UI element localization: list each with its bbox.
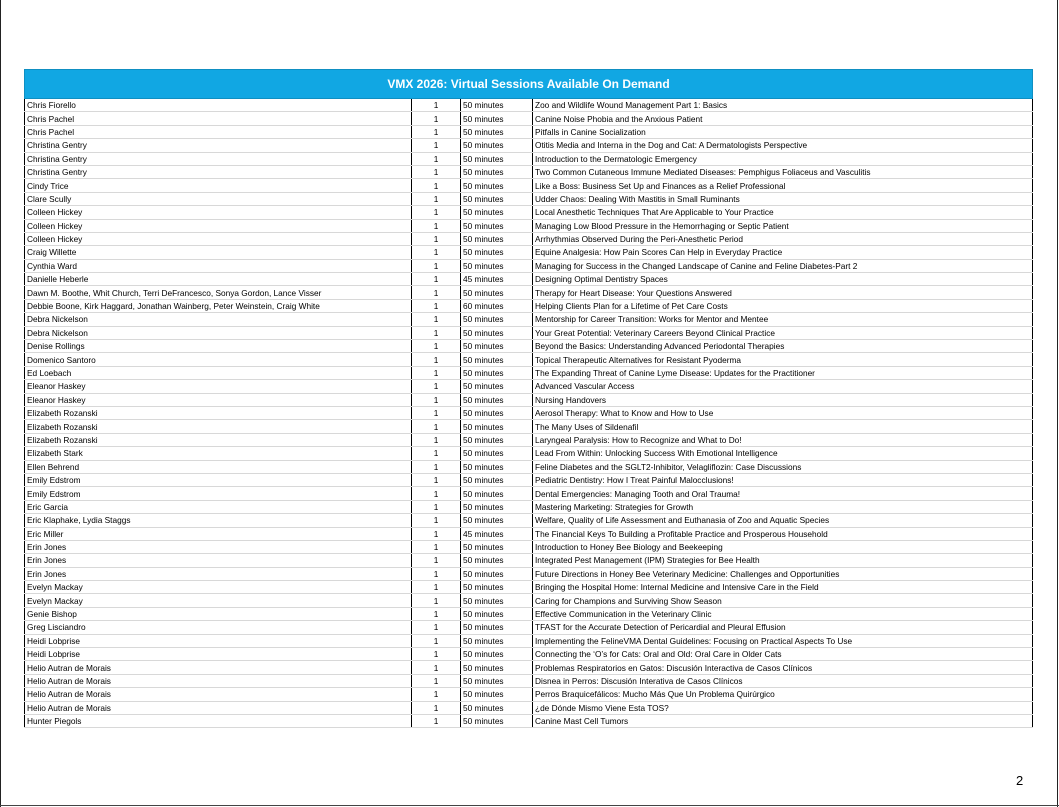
session-title-cell: Pitfalls in Canine Socialization [533,125,1033,138]
table-row [25,661,1033,674]
session-count-cell: 1 [412,500,461,513]
session-title-cell: Helping Clients Plan for a Lifetime of Pet Care Costs [533,299,1033,312]
table-row [25,500,1033,513]
duration-cell: 50 minutes [461,500,533,513]
session-count-cell: 1 [412,380,461,393]
session-count-cell: 1 [412,714,461,727]
table-row [25,487,1033,500]
duration-cell: 50 minutes [461,340,533,353]
speaker-cell: Christina Gentry [25,139,412,152]
duration-cell: 50 minutes [461,701,533,714]
session-count-cell: 1 [412,487,461,500]
session-title-cell: Connecting the ‘O’s for Cats: Oral and Old: Oral Care in Older Cats [533,648,1033,661]
table-row [25,688,1033,701]
session-title-cell: Advanced Vascular Access [533,380,1033,393]
duration-cell: 50 minutes [461,393,533,406]
speaker-cell: Genie Bishop [25,607,412,620]
session-title-cell: Nursing Handovers [533,393,1033,406]
session-count-cell: 1 [412,554,461,567]
duration-cell: 50 minutes [461,473,533,486]
session-count-cell: 1 [412,540,461,553]
duration-cell: 50 minutes [461,139,533,152]
session-title-cell: Lead From Within: Unlocking Success With Emotional Intelligence [533,447,1033,460]
table-row [25,473,1033,486]
speaker-cell: Chris Fiorello [25,99,412,112]
duration-cell: 50 minutes [461,99,533,112]
speaker-cell: Helio Autran de Morais [25,701,412,714]
table-row [25,299,1033,312]
session-title-cell: Welfare, Quality of Life Assessment and Euthanasia of Zoo and Aquatic Species [533,514,1033,527]
session-count-cell: 1 [412,259,461,272]
duration-cell: 50 minutes [461,179,533,192]
session-count-cell: 1 [412,340,461,353]
table-row [25,433,1033,446]
table-row [25,420,1033,433]
session-title-cell: Feline Diabetes and the SGLT2-Inhibitor, Velagliflozin: Case Discussions [533,460,1033,473]
session-title-cell: Canine Mast Cell Tumors [533,714,1033,727]
session-title-cell: Integrated Pest Management (IPM) Strategies for Bee Health [533,554,1033,567]
table-row [25,460,1033,473]
speaker-cell: Emily Edstrom [25,487,412,500]
session-count-cell: 1 [412,648,461,661]
session-title-cell: Effective Communication in the Veterinary Clinic [533,607,1033,620]
session-count-cell: 1 [412,192,461,205]
duration-cell: 50 minutes [461,540,533,553]
table-row [25,581,1033,594]
table-row [25,99,1033,112]
session-count-cell: 1 [412,594,461,607]
sessions-sheet [24,69,1033,728]
speaker-cell: Ed Loebach [25,366,412,379]
session-title-cell: The Many Uses of Sildenafil [533,420,1033,433]
table-row [25,648,1033,661]
session-title-cell: TFAST for the Accurate Detection of Pericardial and Pleural Effusion [533,621,1033,634]
duration-cell: 50 minutes [461,353,533,366]
table-row [25,340,1033,353]
session-title-cell: Disnea in Perros: Discusión Interativa de Casos Clínicos [533,674,1033,687]
speaker-cell: Elizabeth Rozanski [25,406,412,419]
duration-cell: 50 minutes [461,206,533,219]
session-title-cell: Managing Low Blood Pressure in the Hemorrhaging or Septic Patient [533,219,1033,232]
speaker-cell: Cynthia Ward [25,259,412,272]
speaker-cell: Chris Pachel [25,112,412,125]
duration-cell: 50 minutes [461,594,533,607]
session-count-cell: 1 [412,112,461,125]
table-row [25,112,1033,125]
table-row [25,192,1033,205]
session-title-cell: Mentorship for Career Transition: Works for Mentor and Mentee [533,313,1033,326]
duration-cell: 50 minutes [461,674,533,687]
session-count-cell: 1 [412,433,461,446]
session-count-cell: 1 [412,273,461,286]
table-row [25,152,1033,165]
session-title-cell: Like a Boss: Business Set Up and Finances as a Relief Professional [533,179,1033,192]
speaker-cell: Erin Jones [25,540,412,553]
speaker-cell: Greg Lisciandro [25,621,412,634]
session-count-cell: 1 [412,299,461,312]
session-title-cell: Therapy for Heart Disease: Your Questions Answered [533,286,1033,299]
session-title-cell: Canine Noise Phobia and the Anxious Patient [533,112,1033,125]
table-row [25,286,1033,299]
table-row [25,447,1033,460]
duration-cell: 50 minutes [461,366,533,379]
speaker-cell: Debbie Boone, Kirk Haggard, Jonathan Wainberg, Peter Weinstein, Craig White [25,299,412,312]
session-title-cell: Pediatric Dentistry: How I Treat Painful Malocclusions! [533,473,1033,486]
duration-cell: 50 minutes [461,621,533,634]
table-row [25,179,1033,192]
sessions-table-body [25,99,1033,728]
session-count-cell: 1 [412,219,461,232]
session-count-cell: 1 [412,701,461,714]
table-row [25,634,1033,647]
duration-cell: 50 minutes [461,714,533,727]
session-count-cell: 1 [412,406,461,419]
speaker-cell: Helio Autran de Morais [25,688,412,701]
speaker-cell: Heidi Lobprise [25,648,412,661]
speaker-cell: Eric Miller [25,527,412,540]
table-row [25,219,1033,232]
table-row [25,232,1033,245]
speaker-cell: Heidi Lobprise [25,634,412,647]
table-row [25,393,1033,406]
session-count-cell: 1 [412,366,461,379]
session-title-cell: Introduction to the Dermatologic Emergency [533,152,1033,165]
speaker-cell: Elizabeth Stark [25,447,412,460]
duration-cell: 50 minutes [461,192,533,205]
session-count-cell: 1 [412,661,461,674]
table-row [25,621,1033,634]
session-count-cell: 1 [412,527,461,540]
duration-cell: 50 minutes [461,259,533,272]
speaker-cell: Eric Garcia [25,500,412,513]
session-title-cell: Topical Therapeutic Alternatives for Resistant Pyoderma [533,353,1033,366]
table-row [25,406,1033,419]
speaker-cell: Debra Nickelson [25,313,412,326]
session-count-cell: 1 [412,353,461,366]
session-title-cell: Future Directions in Honey Bee Veterinary Medicine: Challenges and Opportunities [533,567,1033,580]
session-title-cell: Local Anesthetic Techniques That Are Applicable to Your Practice [533,206,1033,219]
speaker-cell: Eleanor Haskey [25,380,412,393]
table-row [25,139,1033,152]
session-count-cell: 1 [412,607,461,620]
session-title-cell: Aerosol Therapy: What to Know and How to Use [533,406,1033,419]
table-row [25,125,1033,138]
session-title-cell: Perros Braquicefálicos: Mucho Más Que Un Problema Quirúrgico [533,688,1033,701]
session-count-cell: 1 [412,246,461,259]
session-count-cell: 1 [412,125,461,138]
duration-cell: 50 minutes [461,554,533,567]
session-title-cell: Caring for Champions and Surviving Show Season [533,594,1033,607]
session-title-cell: Managing for Success in the Changed Landscape of Canine and Feline Diabetes-Part 2 [533,259,1033,272]
duration-cell: 50 minutes [461,219,533,232]
session-count-cell: 1 [412,688,461,701]
speaker-cell: Colleen Hickey [25,206,412,219]
session-count-cell: 1 [412,460,461,473]
table-row [25,165,1033,178]
table-row [25,273,1033,286]
duration-cell: 50 minutes [461,420,533,433]
session-count-cell: 1 [412,165,461,178]
speaker-cell: Dawn M. Boothe, Whit Church, Terri DeFrancesco, Sonya Gordon, Lance Visser [25,286,412,299]
speaker-cell: Eric Klaphake, Lydia Staggs [25,514,412,527]
session-count-cell: 1 [412,581,461,594]
session-title-cell: The Expanding Threat of Canine Lyme Disease: Updates for the Practitioner [533,366,1033,379]
session-count-cell: 1 [412,326,461,339]
duration-cell: 50 minutes [461,326,533,339]
speaker-cell: Hunter Piegols [25,714,412,727]
duration-cell: 50 minutes [461,581,533,594]
table-row [25,326,1033,339]
speaker-cell: Elizabeth Rozanski [25,433,412,446]
session-count-cell: 1 [412,674,461,687]
speaker-cell: Danielle Heberle [25,273,412,286]
table-row [25,527,1033,540]
duration-cell: 50 minutes [461,406,533,419]
speaker-cell: Ellen Behrend [25,460,412,473]
session-title-cell: Bringing the Hospital Home: Internal Medicine and Intensive Care in the Field [533,581,1033,594]
sheet-title: VMX 2026: Virtual Sessions Available On Demand [24,69,1033,99]
sessions-table [24,99,1033,728]
session-count-cell: 1 [412,99,461,112]
table-row [25,594,1033,607]
duration-cell: 45 minutes [461,273,533,286]
page-border-right [1057,0,1058,807]
table-row [25,206,1033,219]
duration-cell: 60 minutes [461,299,533,312]
speaker-cell: Elizabeth Rozanski [25,420,412,433]
session-title-cell: Dental Emergencies: Managing Tooth and Oral Trauma! [533,487,1033,500]
session-title-cell: Implementing the FelineVMA Dental Guidelines: Focusing on Practical Aspects To Use [533,634,1033,647]
duration-cell: 45 minutes [461,527,533,540]
duration-cell: 50 minutes [461,380,533,393]
duration-cell: 50 minutes [461,607,533,620]
session-title-cell: Arrhythmias Observed During the Peri-Anesthetic Period [533,232,1033,245]
speaker-cell: Denise Rollings [25,340,412,353]
table-row [25,674,1033,687]
duration-cell: 50 minutes [461,634,533,647]
speaker-cell: Evelyn Mackay [25,594,412,607]
duration-cell: 50 minutes [461,165,533,178]
speaker-cell: Helio Autran de Morais [25,661,412,674]
table-row [25,607,1033,620]
table-row [25,701,1033,714]
table-row [25,514,1033,527]
speaker-cell: Chris Pachel [25,125,412,138]
speaker-cell: Eleanor Haskey [25,393,412,406]
session-count-cell: 1 [412,393,461,406]
session-count-cell: 1 [412,206,461,219]
session-title-cell: Equine Analgesia: How Pain Scores Can Help in Everyday Practice [533,246,1033,259]
session-count-cell: 1 [412,473,461,486]
speaker-cell: Erin Jones [25,567,412,580]
page-number: 2 [1016,773,1024,788]
table-row [25,353,1033,366]
session-title-cell: Two Common Cutaneous Immune Mediated Diseases: Pemphigus Foliaceus and Vasculitis [533,165,1033,178]
session-count-cell: 1 [412,634,461,647]
duration-cell: 50 minutes [461,125,533,138]
session-title-cell: The Financial Keys To Building a Profitable Practice and Prosperous Household [533,527,1033,540]
speaker-cell: Helio Autran de Morais [25,674,412,687]
speaker-cell: Christina Gentry [25,152,412,165]
table-row [25,366,1033,379]
session-title-cell: Introduction to Honey Bee Biology and Beekeeping [533,540,1033,553]
duration-cell: 50 minutes [461,286,533,299]
table-row [25,259,1033,272]
duration-cell: 50 minutes [461,246,533,259]
session-count-cell: 1 [412,152,461,165]
duration-cell: 50 minutes [461,567,533,580]
duration-cell: 50 minutes [461,487,533,500]
page-border-left [0,0,1,807]
speaker-cell: Craig Willette [25,246,412,259]
session-count-cell: 1 [412,447,461,460]
session-count-cell: 1 [412,286,461,299]
session-count-cell: 1 [412,420,461,433]
speaker-cell: Cindy Trice [25,179,412,192]
session-count-cell: 1 [412,179,461,192]
duration-cell: 50 minutes [461,514,533,527]
duration-cell: 50 minutes [461,688,533,701]
speaker-cell: Christina Gentry [25,165,412,178]
duration-cell: 50 minutes [461,232,533,245]
table-row [25,380,1033,393]
session-title-cell: Otitis Media and Interna in the Dog and Cat: A Dermatologists Perspective [533,139,1033,152]
speaker-cell: Colleen Hickey [25,232,412,245]
speaker-cell: Evelyn Mackay [25,581,412,594]
session-title-cell: ¿de Dónde Mismo Viene Esta TOS? [533,701,1033,714]
duration-cell: 50 minutes [461,447,533,460]
duration-cell: 50 minutes [461,112,533,125]
session-count-cell: 1 [412,313,461,326]
duration-cell: 50 minutes [461,433,533,446]
table-row [25,540,1033,553]
session-title-cell: Designing Optimal Dentistry Spaces [533,273,1033,286]
session-title-cell: Laryngeal Paralysis: How to Recognize and What to Do! [533,433,1033,446]
table-row [25,246,1033,259]
table-row [25,554,1033,567]
session-title-cell: Zoo and Wildlife Wound Management Part 1: Basics [533,99,1033,112]
table-row [25,567,1033,580]
session-count-cell: 1 [412,139,461,152]
session-title-cell: Mastering Marketing: Strategies for Growth [533,500,1033,513]
speaker-cell: Erin Jones [25,554,412,567]
table-row [25,714,1033,727]
session-count-cell: 1 [412,567,461,580]
speaker-cell: Clare Scully [25,192,412,205]
page-border-bottom [0,805,1059,806]
session-title-cell: Problemas Respiratorios en Gatos: Discusión Interactiva de Casos Clínicos [533,661,1033,674]
session-count-cell: 1 [412,514,461,527]
duration-cell: 50 minutes [461,152,533,165]
duration-cell: 50 minutes [461,648,533,661]
session-count-cell: 1 [412,621,461,634]
speaker-cell: Debra Nickelson [25,326,412,339]
session-title-cell: Beyond the Basics: Understanding Advanced Periodontal Therapies [533,340,1033,353]
duration-cell: 50 minutes [461,661,533,674]
table-row [25,313,1033,326]
duration-cell: 50 minutes [461,460,533,473]
speaker-cell: Emily Edstrom [25,473,412,486]
session-title-cell: Your Great Potential: Veterinary Careers Beyond Clinical Practice [533,326,1033,339]
speaker-cell: Domenico Santoro [25,353,412,366]
speaker-cell: Colleen Hickey [25,219,412,232]
session-title-cell: Udder Chaos: Dealing With Mastitis in Small Ruminants [533,192,1033,205]
session-count-cell: 1 [412,232,461,245]
duration-cell: 50 minutes [461,313,533,326]
